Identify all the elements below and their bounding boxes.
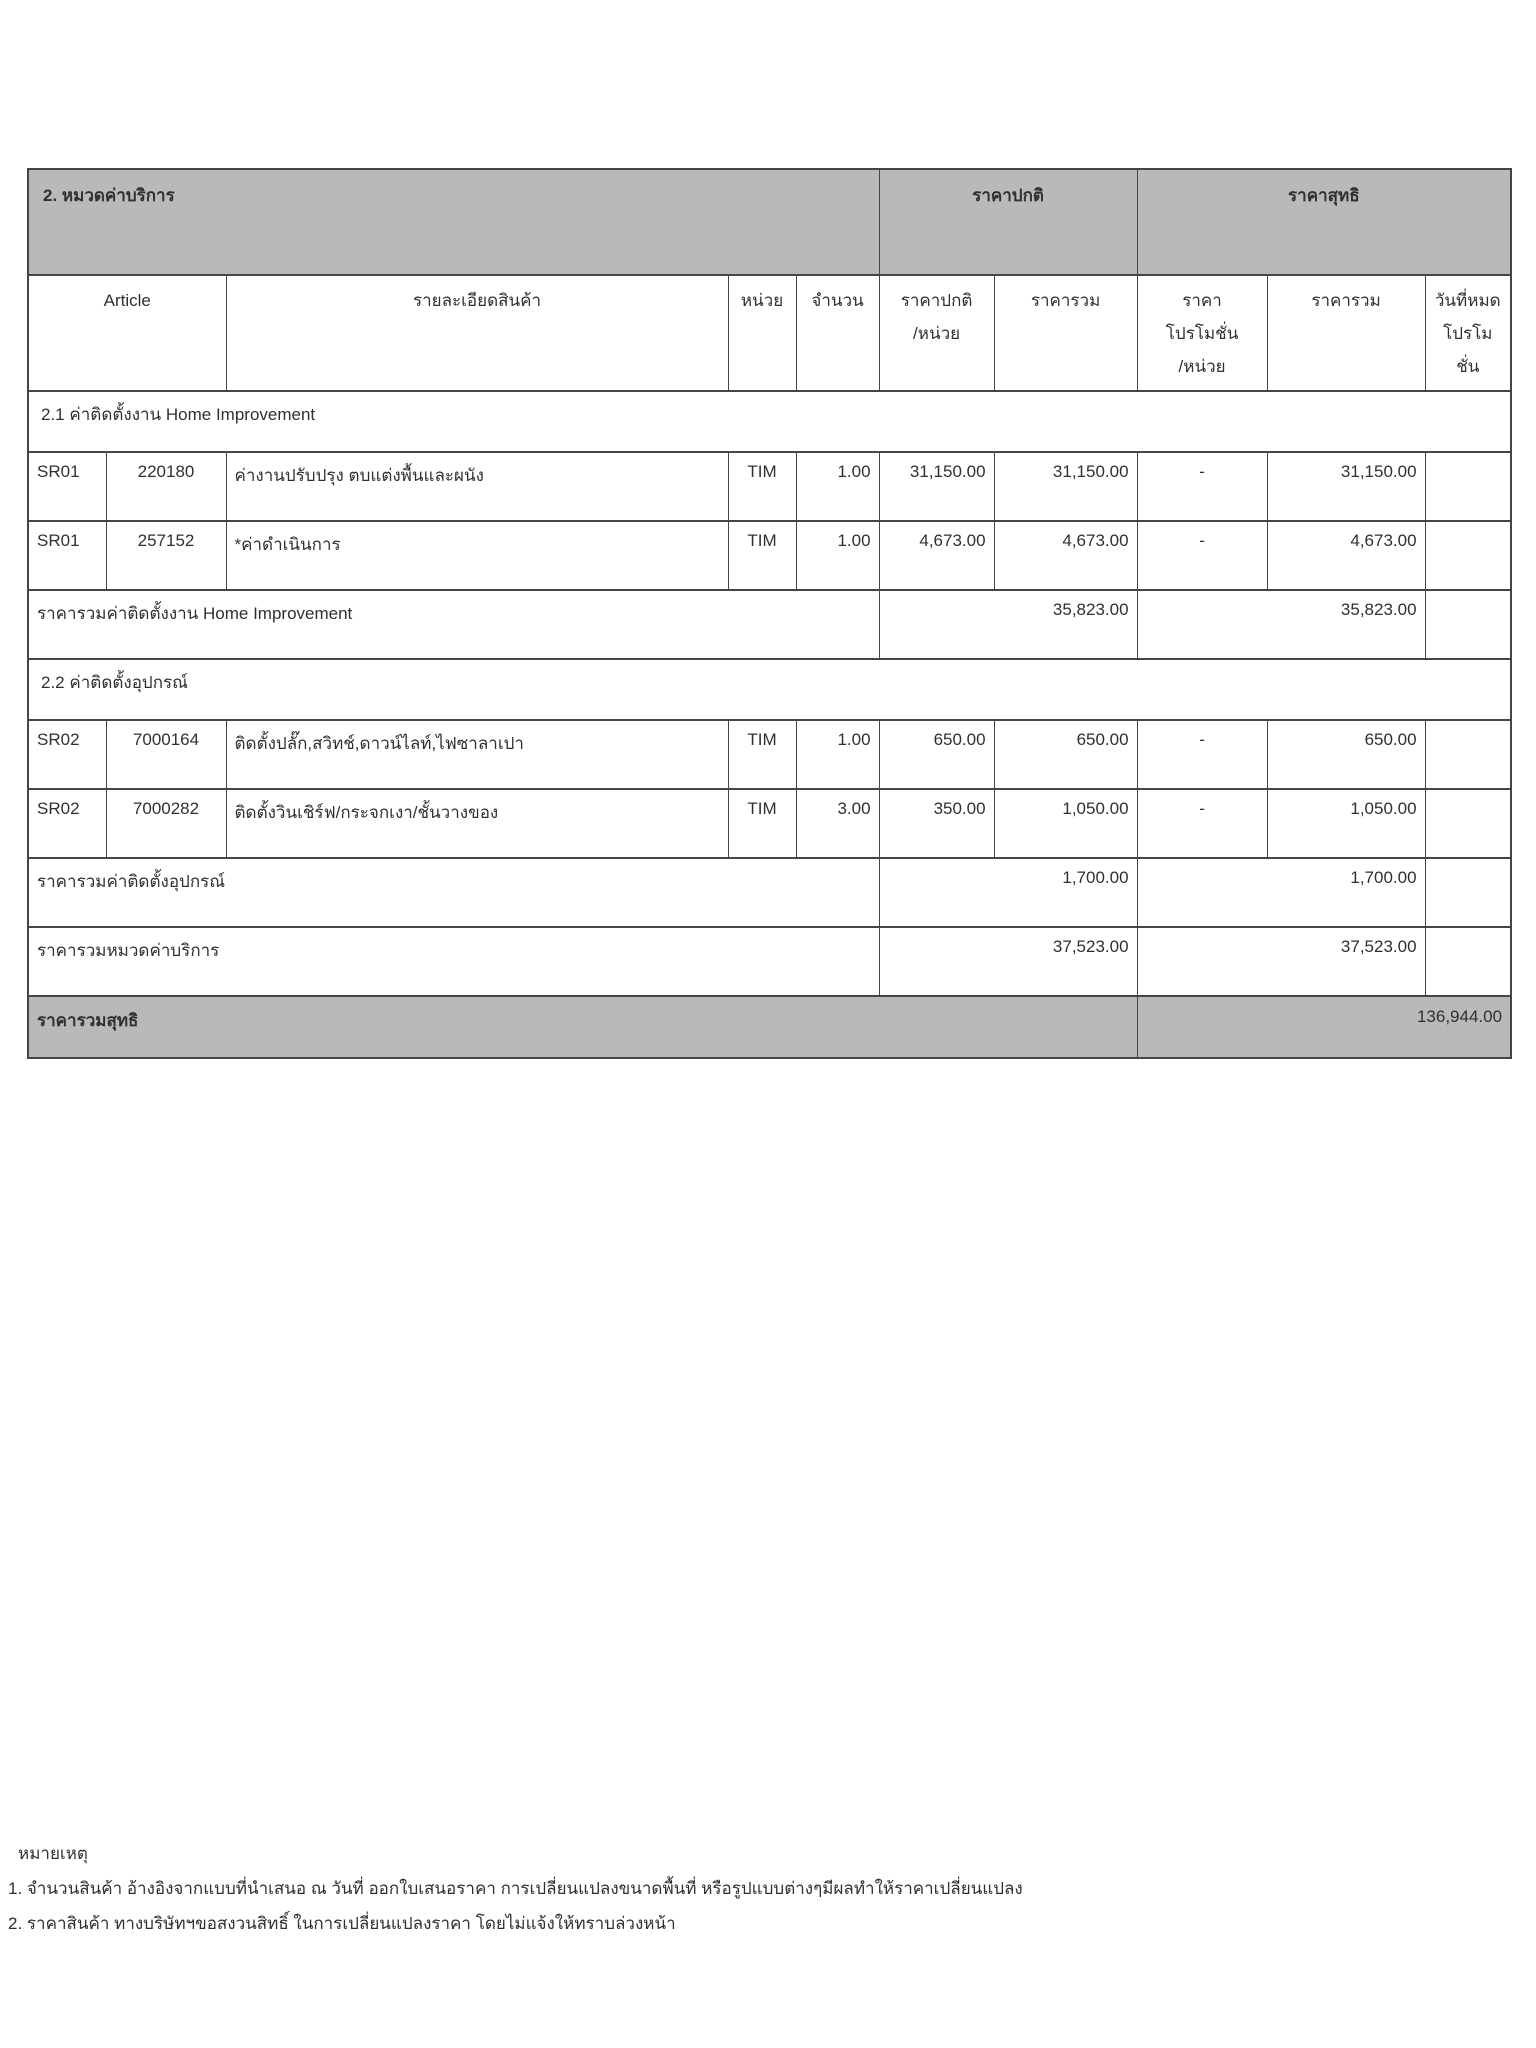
cell-unit-price: 4,673.00 <box>879 521 994 590</box>
cell-promo-unit: - <box>1137 521 1267 590</box>
cell-promo-end <box>1425 789 1511 858</box>
subtotal-promo-end-empty <box>1425 858 1511 927</box>
cell-promo-total: 4,673.00 <box>1267 521 1425 590</box>
subtotal-normal: 1,700.00 <box>879 858 1137 927</box>
col-promo-price <box>1137 275 1267 391</box>
cell-promo-end <box>1425 452 1511 521</box>
service-quotation-table <box>27 168 1512 1059</box>
category-total-promo-end-empty <box>1425 927 1511 996</box>
cell-qty: 1.00 <box>796 720 879 789</box>
cell-code: SR01 <box>28 452 106 521</box>
cell-description: *ค่าดำเนินการ <box>226 521 728 590</box>
col-unit: หน่วย <box>728 275 796 391</box>
category-total-label: ราคารวมหมวดค่าบริการ <box>28 927 879 996</box>
cell-code: SR02 <box>28 789 106 858</box>
cell-description: ติดตั้งวินเชิร์ฟ/กระจกเงา/ชั้นวางของ <box>226 789 728 858</box>
cell-total: 31,150.00 <box>994 452 1137 521</box>
section-heading-row <box>28 391 1511 452</box>
subtotal-net: 1,700.00 <box>1137 858 1425 927</box>
cell-total: 1,050.00 <box>994 789 1137 858</box>
cell-description: ค่างานปรับปรุง ตบแต่งพื้นและผนัง <box>226 452 728 521</box>
subtotal-label: ราคารวมค่าติดตั้งอุปกรณ์ <box>28 858 879 927</box>
cell-promo-unit: - <box>1137 720 1267 789</box>
cell-unit-price: 31,150.00 <box>879 452 994 521</box>
cell-article: 220180 <box>106 452 226 521</box>
col-promo-price-line3: /หน่วย <box>1178 357 1226 377</box>
subtotal-promo-end-empty <box>1425 590 1511 659</box>
section-heading: 2.2 ค่าติดตั้งอุปกรณ์ <box>28 659 1511 720</box>
notes-block <box>8 1836 1308 1941</box>
col-promo-price-line2: โปรโมชั่น <box>1165 324 1239 344</box>
category-total-row <box>28 927 1511 996</box>
cell-promo-end <box>1425 720 1511 789</box>
col-promo-end-line2: โปรโมชั่น <box>1443 324 1493 377</box>
col-unit-price-line2: /หน่วย <box>913 324 961 344</box>
cell-qty: 3.00 <box>796 789 879 858</box>
col-quantity: จำนวน <box>796 275 879 391</box>
cell-unit: TIM <box>728 789 796 858</box>
section-title: 2. หมวดค่าบริการ <box>28 169 879 275</box>
section-heading: 2.1 ค่าติดตั้งงาน Home Improvement <box>28 391 1511 452</box>
subtotal-normal: 35,823.00 <box>879 590 1137 659</box>
cell-code: SR02 <box>28 720 106 789</box>
cell-total: 4,673.00 <box>994 521 1137 590</box>
group-header-row <box>28 169 1511 275</box>
subtotal-label: ราคารวมค่าติดตั้งงาน Home Improvement <box>28 590 879 659</box>
col-total-price: ราคารวม <box>994 275 1137 391</box>
cell-total: 650.00 <box>994 720 1137 789</box>
cell-unit-price: 650.00 <box>879 720 994 789</box>
col-description: รายละเอียดสินค้า <box>226 275 728 391</box>
note-item: 1. จำนวนสินค้า อ้างอิงจากแบบที่นำเสนอ ณ วันที่ ออกใบเสนอราคา การเปลี่ยนแปลงขนาดพื้นที่ หรือรูปแบบต่างๆมีผลทำให้ราคาเปลี่ยนแปลง <box>8 1879 1023 1898</box>
col-promo-end-line1: วันที่หมด <box>1434 291 1501 310</box>
cell-qty: 1.00 <box>796 452 879 521</box>
cell-promo-total: 650.00 <box>1267 720 1425 789</box>
cell-promo-unit: - <box>1137 789 1267 858</box>
grand-total-value: 136,944.00 <box>1137 996 1511 1058</box>
category-total-net: 37,523.00 <box>1137 927 1425 996</box>
note-item: 2. ราคาสินค้า ทางบริษัทฯขอสงวนสิทธิ์ ในการเปลี่ยนแปลงราคา โดยไม่แจ้งให้ทราบล่วงหน้า <box>8 1914 676 1933</box>
grand-total-label: ราคารวมสุทธิ <box>28 996 1137 1058</box>
section-heading-row <box>28 659 1511 720</box>
col-promo-price-line1: ราคา <box>1182 291 1222 310</box>
subtotal-row <box>28 590 1511 659</box>
cell-unit: TIM <box>728 521 796 590</box>
cell-description: ติดตั้งปลั๊ก,สวิทช์,ดาวน์ไลท์,ไฟซาลาเปา <box>226 720 728 789</box>
table-row <box>28 789 1511 858</box>
cell-unit: TIM <box>728 720 796 789</box>
subtotal-net: 35,823.00 <box>1137 590 1425 659</box>
cell-article: 257152 <box>106 521 226 590</box>
cell-article: 7000282 <box>106 789 226 858</box>
col-unit-price-line1: ราคาปกติ <box>900 291 973 310</box>
cell-unit: TIM <box>728 452 796 521</box>
col-unit-price <box>879 275 994 391</box>
subtotal-row <box>28 858 1511 927</box>
col-promo-end <box>1425 275 1511 391</box>
notes-title: หมายเหตุ <box>18 1844 88 1863</box>
cell-unit-price: 350.00 <box>879 789 994 858</box>
cell-article: 7000164 <box>106 720 226 789</box>
cell-promo-end <box>1425 521 1511 590</box>
cell-promo-unit: - <box>1137 452 1267 521</box>
category-total-normal: 37,523.00 <box>879 927 1137 996</box>
net-price-group-header: ราคาสุทธิ <box>1137 169 1511 275</box>
normal-price-group-header: ราคาปกติ <box>879 169 1137 275</box>
table-row <box>28 521 1511 590</box>
cell-qty: 1.00 <box>796 521 879 590</box>
col-article: Article <box>28 275 226 391</box>
column-header-row <box>28 275 1511 391</box>
table-row <box>28 452 1511 521</box>
grand-total-row <box>28 996 1511 1058</box>
cell-promo-total: 31,150.00 <box>1267 452 1425 521</box>
cell-code: SR01 <box>28 521 106 590</box>
table-row <box>28 720 1511 789</box>
cell-promo-total: 1,050.00 <box>1267 789 1425 858</box>
col-promo-total: ราคารวม <box>1267 275 1425 391</box>
